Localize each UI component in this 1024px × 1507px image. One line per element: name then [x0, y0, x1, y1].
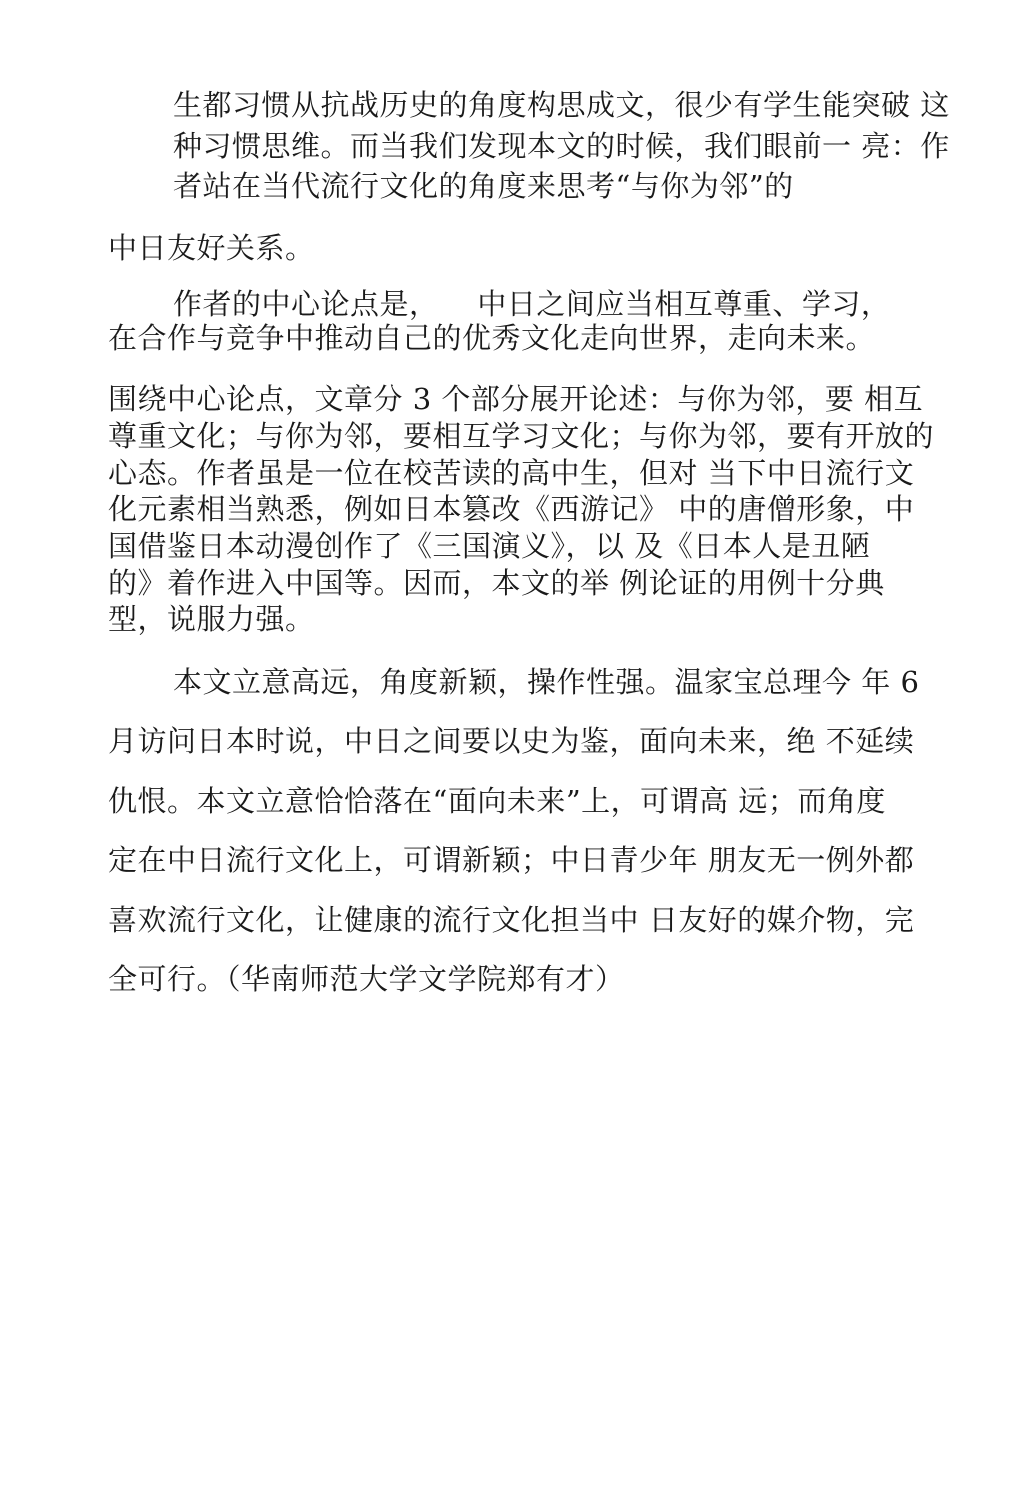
- text-line: 国借鉴日本动漫创作了《三国演义》，以 及《日本人是丑陋: [108, 529, 871, 563]
- text-line: 化元素相当熟悉，例如日本篡改《西游记》 中的唐僧形象，中: [108, 492, 915, 526]
- text-line: 月访问日本时说，中日之间要以史为鉴，面向未来，绝 不延续: [108, 724, 915, 758]
- text-line: 围绕中心论点，文章分 3 个部分展开论述：与你为邻，要 相互: [108, 382, 924, 416]
- text-line: 心态。作者虽是一位在校苦读的高中生，但对 当下中日流行文: [108, 456, 915, 490]
- text-line: 者站在当代流行文化的角度来思考“与你为邻”的: [173, 169, 794, 203]
- text-line: 种习惯思维。而当我们发现本文的时候，我们眼前一 亮：作: [173, 129, 950, 163]
- text-line: 本文立意高远，角度新颖，操作性强。温家宝总理今 年 6: [173, 665, 920, 699]
- text-line: 中日友好关系。: [108, 231, 315, 265]
- text-line: 喜欢流行文化，让健康的流行文化担当中 日友好的媒介物，完: [108, 903, 915, 937]
- text-line: 定在中日流行文化上，可谓新颖；中日青少年 朋友无一例外都: [108, 843, 915, 877]
- text-line: 的》着作进入中国等。因而，本文的举 例论证的用例十分典: [108, 566, 885, 600]
- text-line: 全可行。（华南师范大学文学院郑有才）: [108, 962, 625, 996]
- text-line: 在合作与竞争中推动自己的优秀文化走向世界，走向未来。: [108, 321, 876, 355]
- text-line: 作者的中心论点是， 中日之间应当相互尊重、学习，: [173, 287, 891, 321]
- text-line: 仇恨。本文立意恰恰落在“面向未来”上，可谓高 远；而角度: [108, 784, 886, 818]
- text-line: 生都习惯从抗战历史的角度构思成文，很少有学生能突破 这: [173, 88, 950, 122]
- text-line: 尊重文化；与你为邻，要相互学习文化；与你为邻，要有开放的: [108, 419, 935, 453]
- text-line: 型，说服力强。: [108, 602, 315, 636]
